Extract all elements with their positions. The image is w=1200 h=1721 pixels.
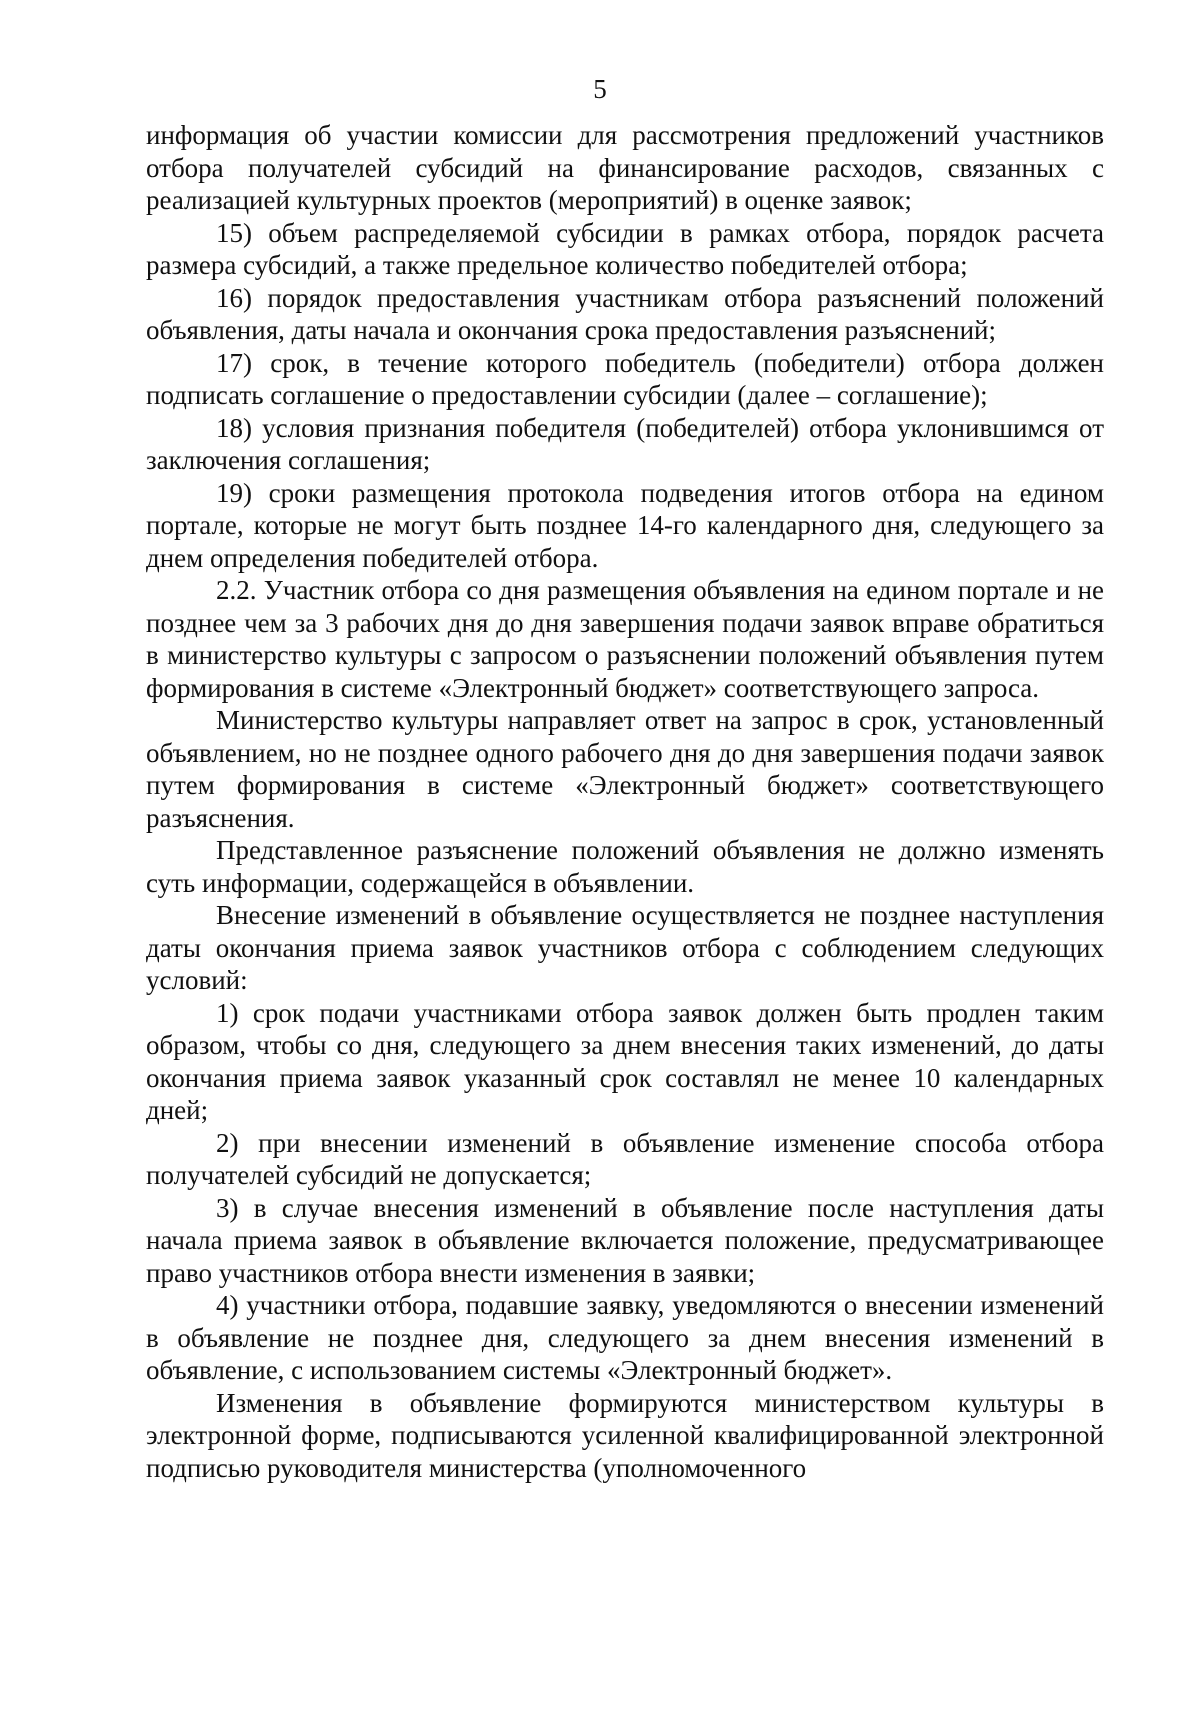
paragraph-amendments-formation: Изменения в объявление формируются министерством культуры в электронной форме, подписываются усиленной квалифицированной электронной подписью руководителя министерства (уполномоченного <box>146 1387 1104 1483</box>
paragraph-item-19: 19) сроки размещения протокола подведения итогов отбора на едином портале, которые не могут быть позднее 14-го календарного дня, следующего за днем определения победителей отбора. <box>146 477 1104 573</box>
paragraph-clarification: Представленное разъяснение положений объявления не должно изменять суть информации, содержащейся в объявлении. <box>146 835 1104 898</box>
document-body <box>146 119 1104 1484</box>
paragraph-item-18: 18) условия признания победителя (победителей) отбора уклонившимся от заключения соглашения; <box>146 412 1104 475</box>
paragraph-section-2-2: 2.2. Участник отбора со дня размещения объявления на едином портале и не позднее чем за 3 рабочих дня до дня завершения подачи заявок вправе обратиться в министерство культуры с запросом о разъяснении положений объявления путем формирования в системе «Электронный бюджет» соответствующего запроса. <box>146 575 1104 703</box>
paragraph-amendments-intro: Внесение изменений в объявление осуществляется не позднее наступления даты окончания приема заявок участников отбора с соблюдением следующих условий: <box>146 900 1104 995</box>
paragraph-commission-info: информация об участии комиссии для рассмотрения предложений участников отбора получателей субсидий на финансирование расходов, связанных с реализацией культурных проектов (мероприятий) в оценке заявок; <box>146 120 1104 215</box>
paragraph-condition-3: 3) в случае внесения изменений в объявление после наступления даты начала приема заявок в объявление включается положение, предусматривающее право участников отбора внести изменения в заявки; <box>146 1192 1104 1288</box>
paragraph-item-15: 15) объем распределяемой субсидии в рамках отбора, порядок расчета размера субсидий, а также предельное количество победителей отбора; <box>146 217 1104 280</box>
paragraph-ministry-response: Министерство культуры направляет ответ на запрос в срок, установленный объявлением, но не позднее одного рабочего дня до дня завершения подачи заявок путем формирования в системе «Электронный бюджет» соответствующего разъяснения. <box>146 705 1104 833</box>
paragraph-condition-2: 2) при внесении изменений в объявление изменение способа отбора получателей субсидий не допускается; <box>146 1127 1104 1190</box>
page-number: 5 <box>593 74 607 104</box>
paragraph-condition-4: 4) участники отбора, подавшие заявку, уведомляются о внесении изменений в объявление не позднее дня, следующего за днем внесения изменений в объявление, с использованием системы «Электронный бюджет». <box>146 1290 1104 1385</box>
paragraph-item-17: 17) срок, в течение которого победитель (победители) отбора должен подписать соглашение о предоставлении субсидии (далее – соглашение); <box>146 347 1104 410</box>
paragraph-item-16: 16) порядок предоставления участникам отбора разъяснений положений объявления, даты начала и окончания срока предоставления разъяснений; <box>146 282 1104 345</box>
paragraph-condition-1: 1) срок подачи участниками отбора заявок должен быть продлен таким образом, чтобы со дня, следующего за днем внесения таких изменений, до даты окончания приема заявок указанный срок составлял не менее 10 календарных дней; <box>146 997 1104 1125</box>
